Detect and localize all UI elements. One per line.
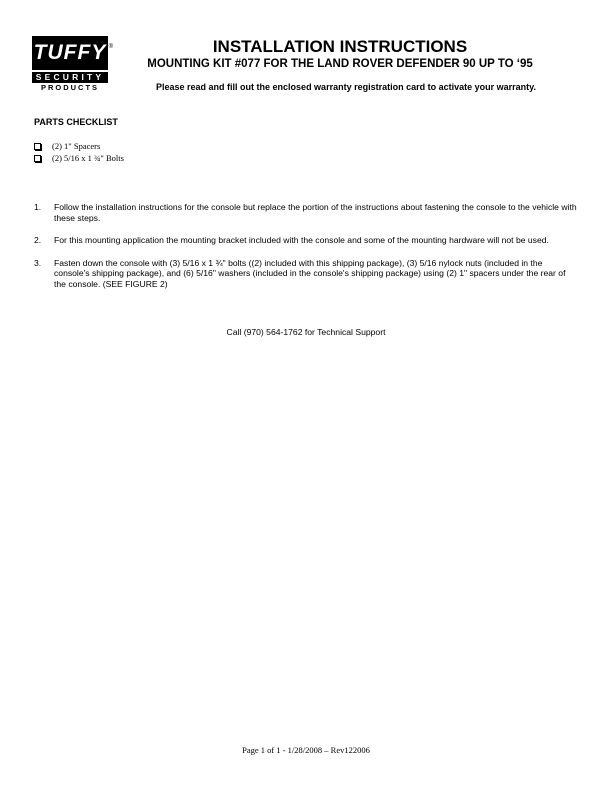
page-footer: Page 1 of 1 - 1/28/2008 – Rev122006 xyxy=(242,745,370,755)
parts-checklist-heading: PARTS CHECKLIST xyxy=(34,117,118,127)
checkbox-icon xyxy=(34,155,41,162)
step-number: 2. xyxy=(34,235,42,246)
step-item xyxy=(34,258,579,290)
tuffy-logo xyxy=(32,36,114,92)
step-item xyxy=(34,235,579,246)
page-title: INSTALLATION INSTRUCTIONS xyxy=(212,37,468,56)
logo-brand-text: TUFFY xyxy=(33,41,107,64)
registered-mark: ® xyxy=(108,44,114,50)
checklist-item-label: (2) 5/16 x 1 ¾" Bolts xyxy=(52,153,124,163)
step-text: Follow the installation instructions for the console but replace the portion of the instructions about fastening the console to the vehicle with these steps. xyxy=(54,202,577,223)
page-subtitle: MOUNTING KIT #077 FOR THE LAND ROVER DEFENDER 90 UP TO ‘95 xyxy=(147,58,533,70)
checklist-item xyxy=(34,140,124,152)
step-item xyxy=(34,202,579,223)
logo-brand xyxy=(32,36,114,70)
logo-security: SECURITY xyxy=(32,72,108,83)
step-number: 3. xyxy=(34,257,42,268)
parts-checklist xyxy=(34,140,124,164)
step-text: For this mounting application the mounting bracket included with the console and some of the mounting hardware will not be used. xyxy=(54,235,549,246)
technical-support: Call (970) 564-1762 for Technical Support xyxy=(226,327,386,337)
warranty-note: Please read and fill out the enclosed warranty registration card to activate your warranty. xyxy=(156,82,536,92)
step-number: 1. xyxy=(34,202,42,212)
checklist-item xyxy=(34,152,124,164)
checklist-item-label: (2) 1" Spacers xyxy=(52,141,101,151)
step-text: Fasten down the console with (3) 5/16 x 1 ¾" bolts ((2) included with this shipping package), (3) 5/16 nylock nuts (included in the console's shipping package), and (6) 5/16" washers (included in the console's shipping package) using (2) 1" spacers under the rear of the console. (SEE FIGURE 2) xyxy=(54,257,566,289)
installation-steps xyxy=(34,202,579,302)
checkbox-icon xyxy=(34,143,41,150)
logo-products: PRODUCTS xyxy=(40,83,100,92)
